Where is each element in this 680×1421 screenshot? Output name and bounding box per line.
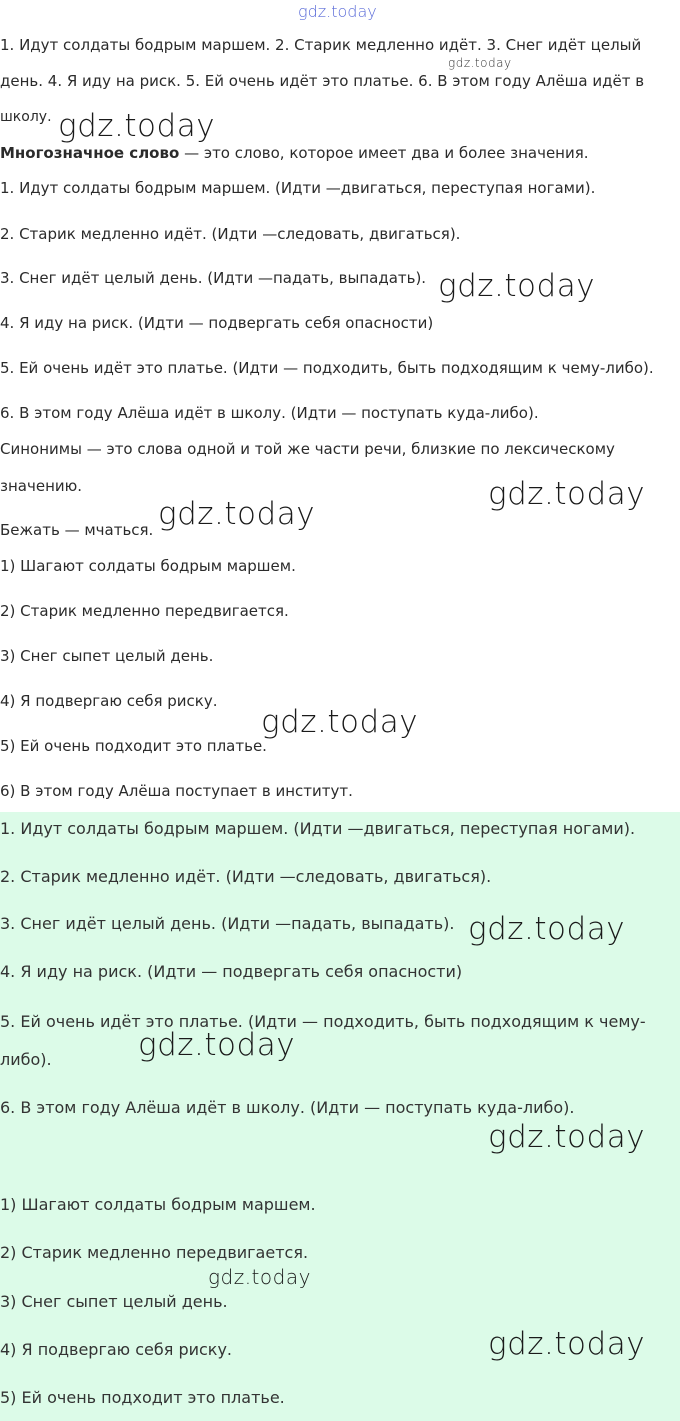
meaning-item: 6. В этом году Алёша идёт в школу. (Идти — поступать куда-либо). <box>0 404 539 422</box>
meaning-item: 1. Идут солдаты бодрым маршем. (Идти —двигаться, переступая ногами). <box>0 179 596 197</box>
green-replacement-item: 2) Старик медленно передвигается. <box>0 1243 309 1262</box>
watermark: gdz.today <box>261 704 419 740</box>
meaning-item: 3. Снег идёт целый день. (Идти —падать, выпадать). <box>0 269 427 287</box>
definition-text: — это слово, которое имеет два и более значения. <box>179 144 589 162</box>
green-meaning-item: либо). <box>0 1050 52 1069</box>
replacement-item: 1) Шагают солдаты бодрым маршем. <box>0 557 296 575</box>
synonym-example: Бежать — мчаться. <box>0 521 154 539</box>
green-meaning-item: 3. Снег идёт целый день. (Идти —падать, выпадать). <box>0 914 455 933</box>
paragraph-line: день. 4. Я иду на риск. 5. Ей очень идёт это платье. 6. В этом году Алёша идёт в <box>0 72 645 90</box>
synonyms-definition: значению. <box>0 477 83 495</box>
watermark: gdz.today <box>138 1027 296 1063</box>
meaning-item: 5. Ей очень идёт это платье. (Идти — подходить, быть подходящим к чему-либо). <box>0 359 654 377</box>
green-replacement-item: 1) Шагают солдаты бодрым маршем. <box>0 1195 316 1214</box>
green-meaning-item: 2. Старик медленно идёт. (Идти —следовать, двигаться). <box>0 867 492 886</box>
green-meaning-item: 1. Идут солдаты бодрым маршем. (Идти —двигаться, переступая ногами). <box>0 819 636 838</box>
watermark: gdz.today <box>488 476 646 512</box>
green-meaning-item: 6. В этом году Алёша идёт в школу. (Идти — поступать куда-либо). <box>0 1098 575 1117</box>
green-meaning-item: 5. Ей очень идёт это платье. (Идти — подходить, быть подходящим к чему- <box>0 1012 646 1031</box>
definition-term: Многозначное слово <box>0 144 180 162</box>
watermark: gdz.today <box>468 911 626 947</box>
synonyms-definition: Синонимы — это слова одной и той же части речи, близкие по лексическому <box>0 440 615 458</box>
replacement-item: 4) Я подвергаю себя риску. <box>0 692 218 710</box>
definition <box>0 143 589 163</box>
green-meaning-item: 4. Я иду на риск. (Идти — подвергать себя опасности) <box>0 962 463 981</box>
watermark: gdz.today <box>298 2 377 21</box>
meaning-item: 2. Старик медленно идёт. (Идти —следовать, двигаться). <box>0 225 461 243</box>
paragraph-line: 1. Идут солдаты бодрым маршем. 2. Старик медленно идёт. 3. Снег идёт целый <box>0 36 642 54</box>
meaning-item: 4. Я иду на риск. (Идти — подвергать себя опасности) <box>0 314 434 332</box>
replacement-item: 5) Ей очень подходит это платье. <box>0 737 267 755</box>
green-replacement-item: 5) Ей очень подходит это платье. <box>0 1388 285 1407</box>
replacement-item: 3) Снег сыпет целый день. <box>0 647 214 665</box>
watermark: gdz.today <box>58 108 216 144</box>
watermark: gdz.today <box>488 1326 646 1362</box>
watermark: gdz.today <box>488 1119 646 1155</box>
green-replacement-item: 4) Я подвергаю себя риску. <box>0 1340 233 1359</box>
watermark: gdz.today <box>158 496 316 532</box>
watermark: gdz.today <box>208 1265 311 1289</box>
watermark: gdz.today <box>438 268 596 304</box>
replacement-item: 6) В этом году Алёша поступает в институт. <box>0 782 353 800</box>
replacement-item: 2) Старик медленно передвигается. <box>0 602 289 620</box>
watermark: gdz.today <box>448 56 512 70</box>
green-replacement-item: 3) Снег сыпет целый день. <box>0 1292 228 1311</box>
paragraph-line: школу. <box>0 109 52 125</box>
